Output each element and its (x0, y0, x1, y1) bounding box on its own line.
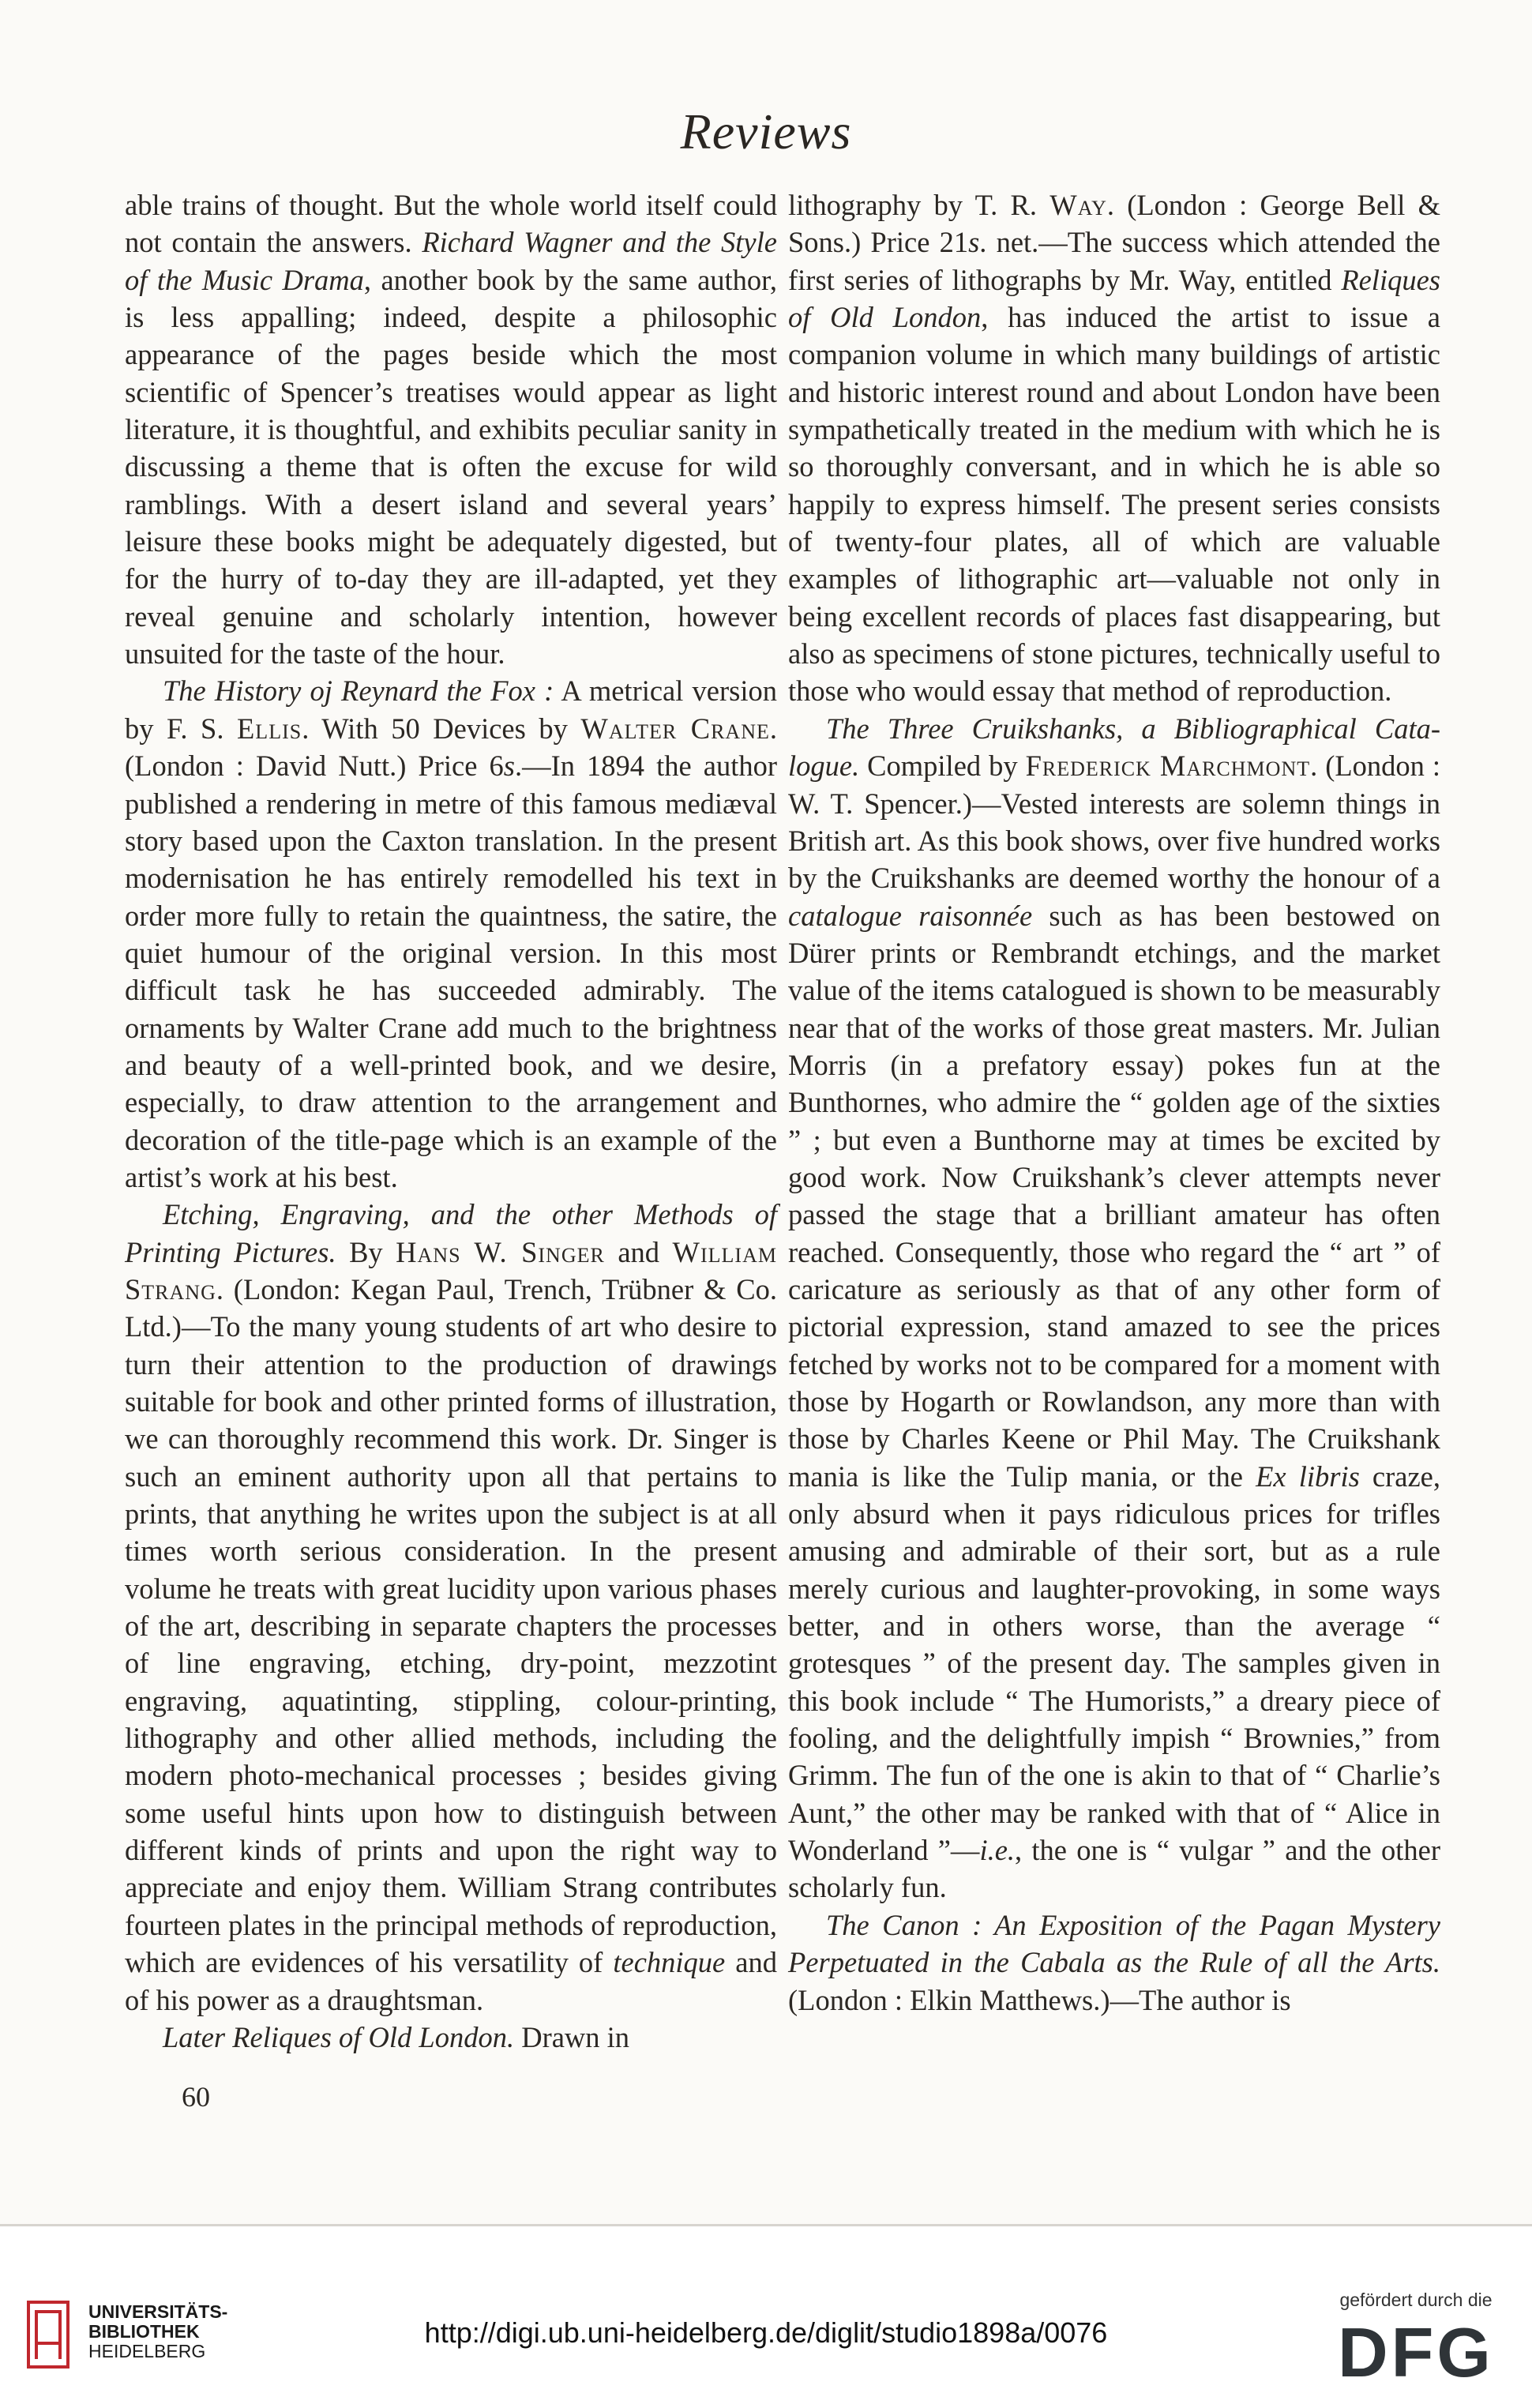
review-paragraph: The Canon : An Exposition of the Pagan Mystery Perpetuated in the Cabala as the Rule of all the Arts. (London : Elkin Matthews.)—The author is (788, 1908, 1440, 2016)
left-column (125, 186, 777, 2056)
page-number: 60 (182, 2081, 210, 2113)
library-name-line: BIBLIOTHEK (88, 2321, 200, 2342)
sponsor-caption: gefördert durch die (1339, 2290, 1493, 2310)
review-paragraph: The History oj Reynard the Fox : A metrical version by F. S. Ellis. With 50 Devices by Walter Crane. (London : David Nutt.) Price 6s.—In 1894 the author published a rendering in metre of this famous mediæval story based upon the Caxton translation. In the present modernisation he has entirely remodelled his text in order more fully to retain the quaintness, the satire, the quiet humour of the original version. In this most difficult task he has succeeded admirably. The ornaments by Walter Crane add much to the brightness and beauty of a well-printed book, and we desire, especially, to draw attention to the arrangement and decoration of the title-page which is an example of the artist’s work at his best. (125, 674, 777, 1193)
review-paragraph: Later Reliques of Old London. Drawn in (163, 2020, 630, 2053)
review-paragraph: The Three Cruikshanks, a Bibliographical Catalogue. Compiled by Frederick Marchmont. (London : W. T. Spencer.)—Vested interests are solemn things in British art. As this book shows, over five hundred works by the Cruikshanks are deemed worthy the honour of a catalogue raisonnée such as has been bestowed on Dürer prints or Rembrandt etchings, and the market value of the items catalogued is shown to be measurably near that of the works of those great masters. Mr. Julian Morris (in a prefatory essay) pokes fun at the Bunthornes, who admire the “ golden age of the sixties ” ; but even a Bunthorne may at times be excited by good work. Now Cruikshank’s clever attempts never passed the stage that a brilliant amateur has often reached. Consequently, those who regard the “ art ” of caricature as seriously as that of any other form of pictorial expression, stand amazed to see the prices fetched by works not to be compared for a moment with those by Hogarth or Rowlandson, any more than with those by Charles Keene or Phil May. The Cruikshank mania is like the Tulip mania, or the Ex libris craze, only absurd when it pays ridiculous prices for trifles amusing and admirable of their sort, but as a rule merely curious and laughter-provoking, in some ways better, and in others worse, than the average “ grotesques ” of the present day. The samples given in this book include “ The Humorists,” a dreary piece of fooling, and the delightfully impish “ Brownies,” from Grimm. The fun of the one is akin to that of “ Charlie’s Aunt,” the other may be ranked with that of “ Alice in Wonderland ”—i.e., the one is “ vulgar ” and the other scholarly fun. (788, 712, 1441, 1904)
digitization-footer (0, 2226, 1532, 2408)
right-column (788, 186, 1440, 2019)
review-paragraph: able trains of thought. But the whole world itself could not contain the answers. Richard Wagner and the Style of the Music Drama, another book by the same author, is less appalling; indeed, despite a philosophic appearance of the pages beside which the most scientific of Spencer’s treatises would appear as light literature, it is thoughtful, and exhibits peculiar sanity in discussing a theme that is often the excuse for wild ramblings. With a desert island and several years’ leisure these books might be adequately digested, but for the hurry of to-day they are ill-adapted, yet they reveal genuine and scholarly intention, however unsuited for the taste of the hour. (125, 189, 778, 671)
review-paragraph: lithography by T. R. Way. (London : George Bell & Sons.) Price 21s. net.—The success which attended the first series of lithographs by Mr. Way, entitled Reliques of Old London, has induced the artist to issue a companion volume in which many buildings of artistic and historic interest round and about London have been sympathetically treated in the medium with which he is so thoroughly conversant, and in which he is able so happily to express himself. The present series consists of twenty-four plates, all of which are valuable examples of lithographic art—valuable not only in being excellent records of places fast disappearing, but also as specimens of stone pictures, technically useful to those who would essay that method of reproduction. (788, 189, 1440, 708)
review-paragraph: Etching, Engraving, and the other Methods of Printing Pictures. By Hans W. Singer and William Strang. (London: Kegan Paul, Trench, Trübner & Co. Ltd.)—To the many young students of art who desire to turn their attention to the production of drawings suitable for book and other printed forms of illustration, we can thoroughly recommend this work. Dr. Singer is such an eminent authority upon all that pertains to prints, that anything he writes upon the subject is at all times worth serious consideration. In the present volume he treats with great lucidity upon various phases of the art, describing in separate chapters the processes of line engraving, etching, dry-point, mezzotint engraving, aquatinting, stippling, colour-printing, lithography and other allied methods, including the modern photo-mechanical processes ; besides giving some useful hints upon how to distinguish between different kinds of prints and upon the right way to appreciate and enjoy them. William Strang contributes fourteen plates in the principal methods of reproduction, which are evidences of his versatility of technique and of his power as a draughtsman. (125, 1198, 777, 2016)
library-name-line: UNIVERSITÄTS- (88, 2301, 228, 2322)
dfg-logo: DFG (1338, 2313, 1494, 2391)
library-name-line: HEIDELBERG (88, 2341, 206, 2361)
source-url-link[interactable]: http://digi.ub.uni-heidelberg.de/diglit/studio1898a/0076 (424, 2316, 1108, 2349)
running-title: Reviews (680, 103, 852, 160)
